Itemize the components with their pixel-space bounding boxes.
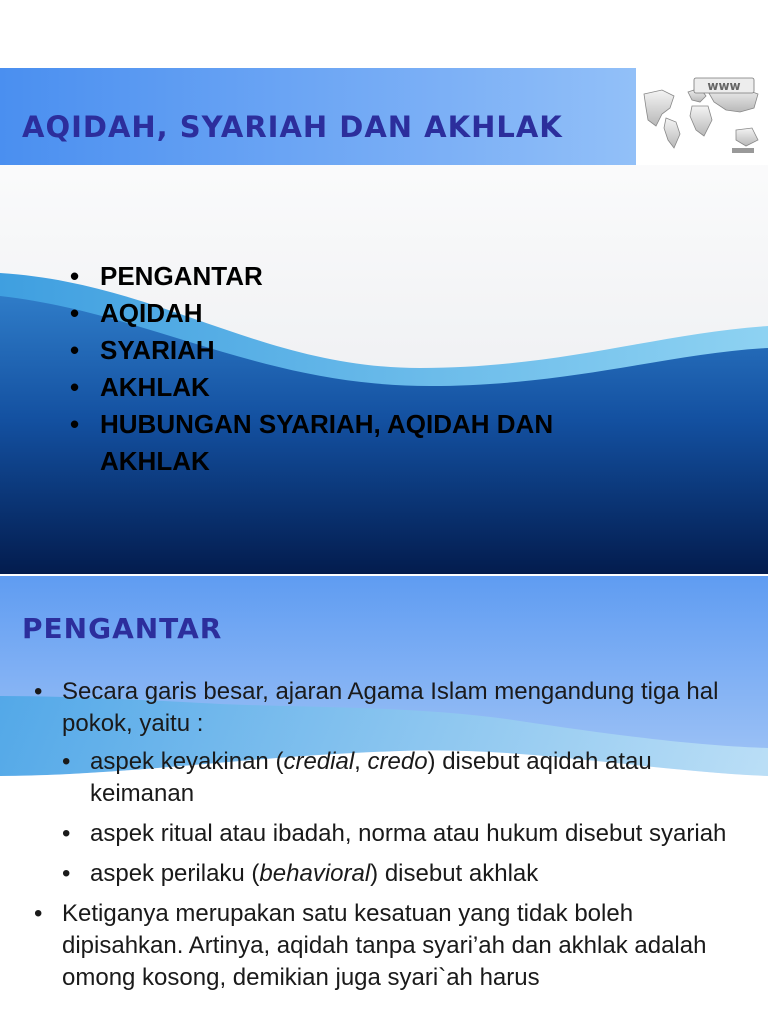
- bullet-item: • Secara garis besar, ajaran Agama Islam mengandung tiga hal pokok, yaitu :: [34, 678, 719, 737]
- bullet-item: • PENGANTAR: [70, 261, 263, 291]
- bullet-item: • HUBUNGAN SYARIAH, AQIDAH DAN AKHLAK: [70, 409, 554, 476]
- bullet-item: • Ketiganya merupakan satu kesatuan yang tidak boleh dipisahkan. Artinya, aqidah tanpa syari’ah dan akhlak adalah omong kosong, demikian juga syari`ah harus: [34, 900, 707, 991]
- slide-1-bullet-list: [70, 258, 660, 480]
- slide-2-title: PENGANTAR: [22, 612, 223, 645]
- slide-2-content: [34, 676, 744, 1000]
- title-bar: [0, 68, 636, 165]
- slide-1-title: AQIDAH, SYARIAH DAN AKHLAK: [22, 110, 563, 144]
- sub-bullet-item: • aspek ritual atau ibadah, norma atau hukum disebut syariah: [62, 820, 727, 847]
- globe-label: www: [707, 79, 741, 93]
- bullet-item: • AKHLAK: [70, 372, 210, 402]
- world-map-icon: [636, 68, 768, 165]
- bullet-item: • AQIDAH: [70, 298, 203, 328]
- sub-bullet-item: • aspek perilaku (behavioral) disebut akhlak: [62, 860, 539, 887]
- bullet-item: • SYARIAH: [70, 335, 215, 365]
- slide-1: [0, 68, 768, 574]
- sub-bullet-item: • aspek keyakinan (credial, credo) disebut aqidah atau keimanan: [62, 748, 652, 807]
- globe-www-icon: [636, 68, 768, 165]
- slide-2: [0, 576, 768, 1024]
